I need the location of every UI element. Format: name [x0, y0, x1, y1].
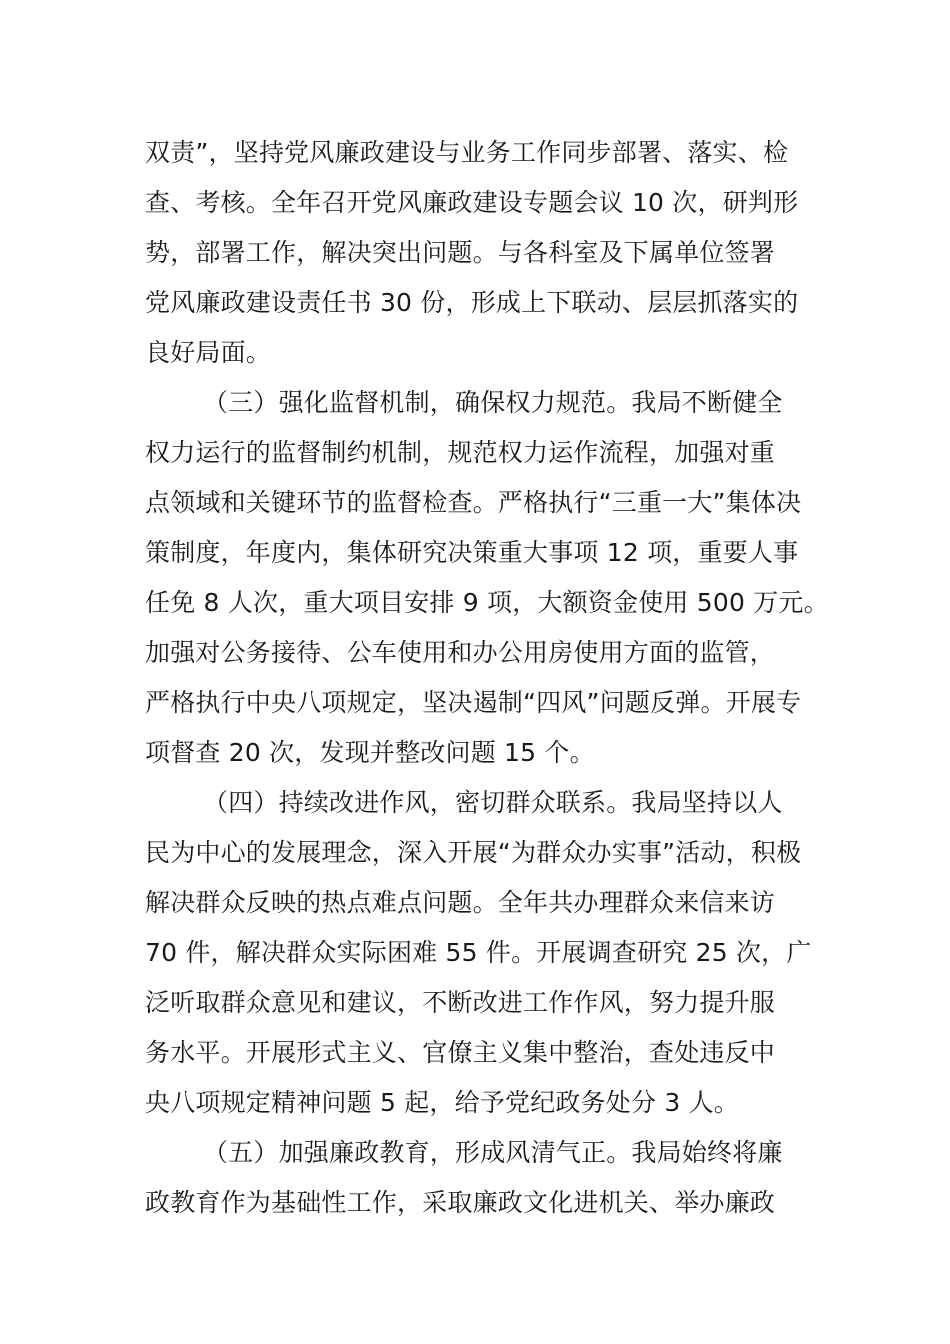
text-line: 良好局面。 — [145, 338, 272, 367]
text-line: 项督查 20 次，发现并整改问题 15 个。 — [145, 738, 595, 767]
text-line: 解决群众反映的热点难点问题。全年共办理群众来信来访 — [145, 888, 776, 917]
text-line: 严格执行中央八项规定，坚决遏制“四风”问题反弹。开展专 — [145, 688, 802, 717]
text-line: 央八项规定精神问题 5 起，给予党纪政务处分 3 人。 — [145, 1088, 740, 1117]
paragraph-section-4 — [145, 778, 825, 1128]
text-line: 任免 8 人次，重大项目安排 9 项，大额资金使用 500 万元。 — [145, 588, 829, 617]
paragraph-continued — [145, 128, 825, 378]
text-line: 加强对公务接待、公车使用和办公用房使用方面的监管， — [145, 638, 776, 667]
text-line: 势，部署工作，解决突出问题。与各科室及下属单位签署 — [145, 238, 776, 267]
paragraph-section-3 — [145, 378, 829, 778]
text-line: 70 件，解决群众实际困难 55 件。开展调查研究 25 次，广 — [145, 938, 812, 967]
text-line: 政教育作为基础性工作，采取廉政文化进机关、举办廉政 — [145, 1188, 776, 1217]
section-heading-line: （三）强化监督机制，确保权力规范。我局不断健全 — [203, 388, 783, 417]
text-line: 泛听取群众意见和建议，不断改进工作作风，努力提升服 — [145, 988, 776, 1017]
paragraph-section-5 — [145, 1128, 825, 1228]
text-line: 双责”，坚持党风廉政建设与业务工作同步部署、落实、检 — [145, 138, 789, 167]
section-heading-line: （四）持续改进作风，密切群众联系。我局坚持以人 — [203, 788, 783, 817]
text-line: 查、考核。全年召开党风廉政建设专题会议 10 次，研判形 — [145, 188, 799, 217]
text-line: 民为中心的发展理念，深入开展“为群众办实事”活动，积极 — [145, 838, 802, 867]
text-line: 权力运行的监督制约机制，规范权力运作流程，加强对重 — [145, 438, 776, 467]
text-line: 点领域和关键环节的监督检查。严格执行“三重一大”集体决 — [145, 488, 802, 517]
document-body — [145, 128, 829, 1228]
section-heading-line: （五）加强廉政教育，形成风清气正。我局始终将廉 — [203, 1138, 783, 1167]
text-line: 务水平。开展形式主义、官僚主义集中整治，查处违反中 — [145, 1038, 776, 1067]
text-line: 党风廉政建设责任书 30 份，形成上下联动、层层抓落实的 — [145, 288, 799, 317]
text-line: 策制度，年度内，集体研究决策重大事项 12 项，重要人事 — [145, 538, 799, 567]
